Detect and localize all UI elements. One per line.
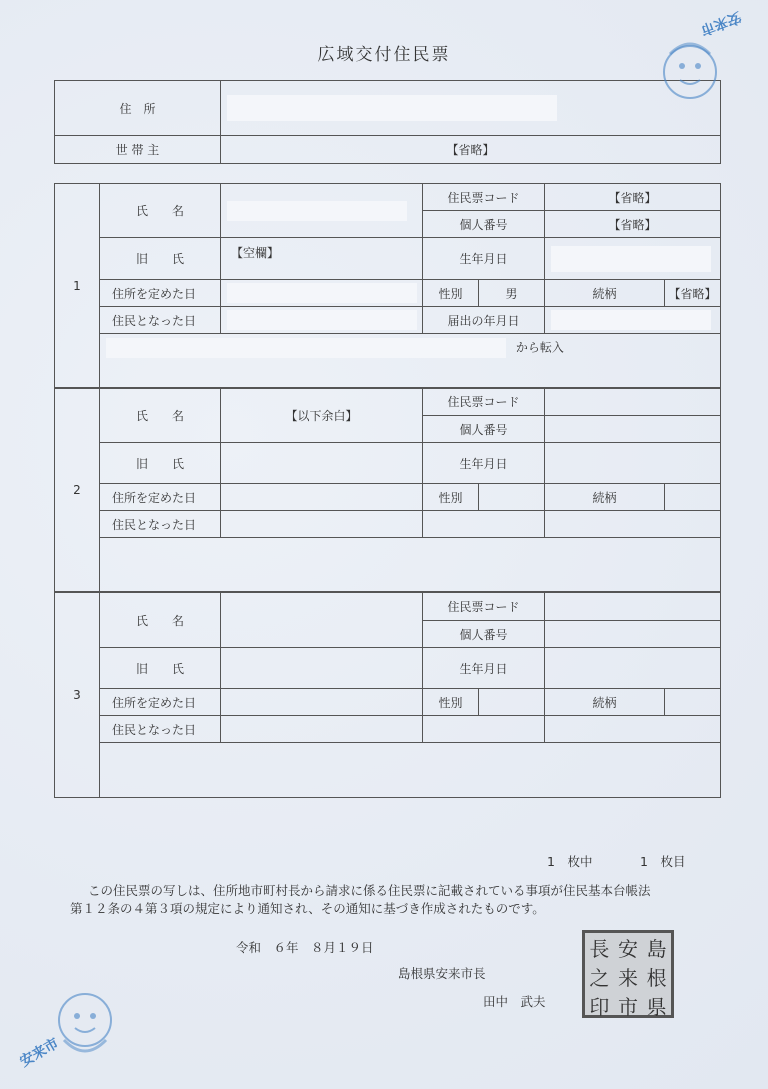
birth-date-value — [545, 238, 721, 280]
personal-number-value — [545, 621, 721, 648]
birth-date-label: 生年月日 — [423, 648, 545, 689]
personal-number-label: 個人番号 — [423, 621, 545, 648]
relation-label: 続柄 — [545, 689, 665, 716]
transfer-note — [100, 334, 721, 389]
seal-char: 市 — [617, 995, 638, 1019]
personal-number-label: 個人番号 — [423, 211, 545, 238]
note-blank — [100, 538, 721, 592]
notification-date-value — [545, 307, 721, 334]
resident-date-value — [221, 511, 423, 538]
notice-text — [70, 882, 710, 918]
transfer-note-text: から転入 — [515, 340, 564, 355]
former-name-value: 【空欄】 — [221, 238, 423, 280]
seal-char: 根 — [646, 966, 667, 990]
seal-char: 印 — [589, 995, 610, 1019]
resident-code-label: 住民票コード — [423, 593, 545, 621]
person-block-3 — [54, 592, 721, 798]
seal-char: 之 — [589, 966, 610, 990]
former-name-label: 旧 氏 — [100, 648, 221, 689]
issuer-name: 田中 武夫 — [483, 994, 546, 1009]
notification-date-label: 届出の年月日 — [423, 307, 545, 334]
resident-date-label: 住民となった日 — [100, 511, 221, 538]
birth-date-value — [545, 648, 721, 689]
notification-date-value — [545, 511, 721, 538]
former-name-label: 旧 氏 — [100, 443, 221, 484]
address-table — [54, 80, 721, 164]
name-value — [221, 593, 423, 648]
resident-code-value — [545, 388, 721, 416]
city-mark-top: 安来市 — [698, 8, 744, 38]
resident-code-label: 住民票コード — [423, 388, 545, 416]
seal-char: 県 — [646, 995, 667, 1019]
name-value: 【以下余白】 — [221, 388, 423, 443]
address-label: 住 所 — [55, 81, 221, 136]
notice-line-2: 第１２条の４第３項の規定により通知され、その通知に基づき作成されたものです。 — [70, 901, 545, 916]
resident-date-value — [221, 307, 423, 334]
seal-char: 島 — [646, 937, 667, 961]
address-date-value — [221, 484, 423, 511]
resident-date-label: 住民となった日 — [100, 307, 221, 334]
former-name-value — [221, 443, 423, 484]
name-label: 氏 名 — [100, 184, 221, 238]
sex-value: 男 — [479, 280, 545, 307]
sheet-index: 1 枚目 — [640, 854, 686, 869]
address-date-value — [221, 689, 423, 716]
sex-value — [479, 689, 545, 716]
sex-label: 性別 — [423, 484, 479, 511]
document-title: 広域交付住民票 — [317, 45, 451, 65]
address-date-value — [221, 280, 423, 307]
relation-value — [665, 689, 721, 716]
birth-date-label: 生年月日 — [423, 238, 545, 280]
relation-value: 【省略】 — [665, 280, 721, 307]
birth-date-label: 生年月日 — [423, 443, 545, 484]
name-label: 氏 名 — [100, 593, 221, 648]
notification-date-value — [545, 716, 721, 743]
birth-date-value — [545, 443, 721, 484]
former-name-value — [221, 648, 423, 689]
name-value — [221, 184, 423, 238]
resident-date-value — [221, 716, 423, 743]
person-number: 1 — [55, 184, 100, 389]
notice-line-1: この住民票の写しは、住所地市町村長から請求に係る住民票に記載されている事項が住民基本台帳法 — [88, 883, 651, 898]
relation-label: 続柄 — [545, 484, 665, 511]
resident-code-value: 【省略】 — [545, 184, 721, 211]
personal-number-label: 個人番号 — [423, 416, 545, 443]
former-name-label: 旧 氏 — [100, 238, 221, 280]
personal-number-value — [545, 416, 721, 443]
sheet-total: 1 枚中 — [547, 854, 593, 869]
notification-date-blank — [423, 716, 545, 743]
person-block-2 — [54, 387, 721, 592]
person-block-1 — [54, 183, 721, 389]
official-seal — [582, 930, 674, 1018]
sex-label: 性別 — [423, 280, 479, 307]
address-date-label: 住所を定めた日 — [100, 484, 221, 511]
sex-value — [479, 484, 545, 511]
issue-date: 令和 ６年 ８月１９日 — [236, 940, 374, 955]
person-number: 3 — [55, 593, 100, 798]
issuer-title: 島根県安来市長 — [398, 966, 486, 981]
address-date-label: 住所を定めた日 — [100, 689, 221, 716]
note-blank — [100, 743, 721, 798]
address-date-label: 住所を定めた日 — [100, 280, 221, 307]
resident-code-label: 住民票コード — [423, 184, 545, 211]
city-mark-bottom: 安来市 — [17, 1035, 62, 1071]
seal-char: 長 — [589, 937, 610, 961]
relation-label: 続柄 — [545, 280, 665, 307]
sex-label: 性別 — [423, 689, 479, 716]
personal-number-value: 【省略】 — [545, 211, 721, 238]
head-of-household-label: 世 帯 主 — [55, 136, 221, 164]
person-number: 2 — [55, 388, 100, 592]
resident-date-label: 住民となった日 — [100, 716, 221, 743]
relation-value — [665, 484, 721, 511]
notification-date-blank — [423, 511, 545, 538]
seal-char: 安 — [617, 937, 638, 961]
seal-char: 来 — [617, 966, 638, 990]
resident-code-value — [545, 593, 721, 621]
city-mascot-icon — [30, 980, 140, 1080]
name-label: 氏 名 — [100, 388, 221, 443]
head-of-household-value: 【省略】 — [221, 136, 721, 164]
